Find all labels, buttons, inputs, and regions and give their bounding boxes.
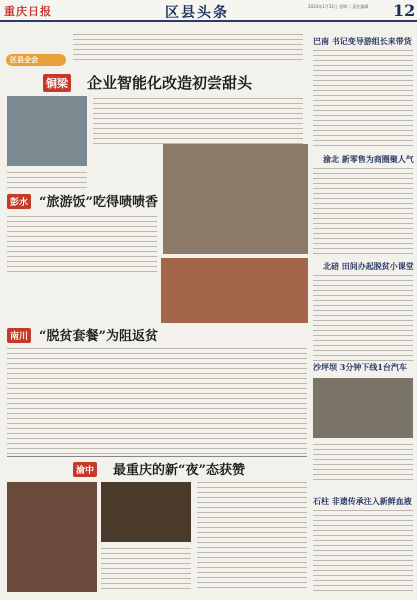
right-column [311,26,415,598]
brief-headline: 渝北 新零售为商圈聚人气 [323,154,414,164]
tourism-photo [161,258,308,323]
main-column [3,26,308,598]
divider [7,456,307,457]
night-street-photo [101,482,191,542]
night-market-photo [7,482,97,592]
page-number: 12 [393,1,416,20]
brief-headline: 北碚 田间办起脱贫小课堂 [323,261,414,271]
brief-text [313,510,413,595]
intro-text [73,34,303,64]
section-title: 区县头条 [165,5,229,21]
story-headline: 最重庆的新“夜”态获赞 [113,463,245,478]
story-tag: 南川 [7,328,31,343]
masthead: 重庆日报 [4,5,52,18]
car-factory-photo [313,378,413,438]
story-text [7,348,307,458]
production-line-photo [163,144,308,254]
brief-headline: 沙坪坝 3分钟下线1台汽车 [313,362,407,372]
story-tag: 渝中 [73,462,97,477]
story-text [7,216,157,276]
brief-text [313,444,413,484]
brief-text [313,275,413,365]
issue-meta: 2023年1月31日 星期二 责任编辑 [308,4,369,9]
brief-text [313,50,413,150]
brief-headline: 石柱 非遗传承注入新鲜血液 [313,496,412,506]
brief-text [313,168,413,258]
story-tag: 铜梁 [43,74,71,92]
story-text [101,548,191,593]
story-text [197,482,307,592]
story-headline: “旅游饭”吃得啧啧香 [39,195,158,210]
story-headline: 企业智能化改造初尝甜头 [87,74,253,92]
section-banner: 区县全会 [6,54,66,66]
story-text [93,98,303,148]
story-text [7,172,87,192]
story-tag: 彭水 [7,194,31,209]
page-header [0,0,417,22]
factory-photo [7,96,87,166]
brief-headline: 巴南 书记变导游组长来带货 [313,36,412,46]
story-headline: “脱贫套餐”为阻返贫 [39,329,158,344]
